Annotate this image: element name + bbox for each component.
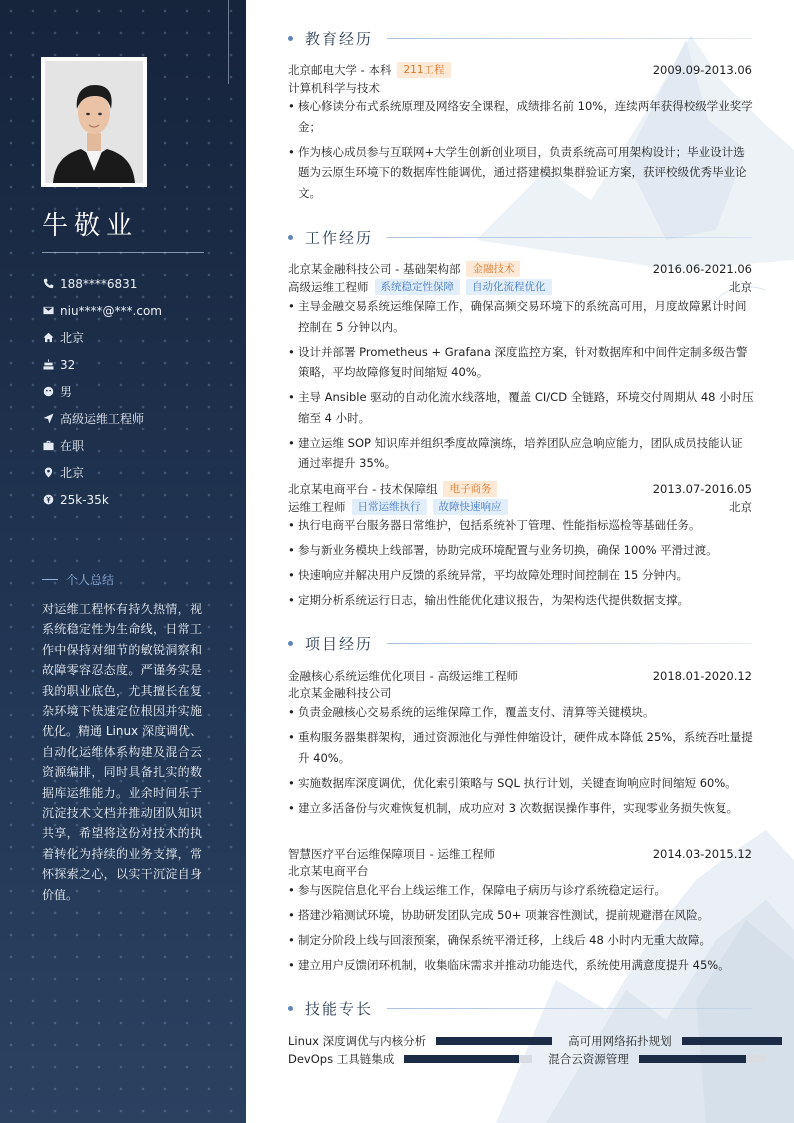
briefcase-icon bbox=[42, 440, 54, 452]
list-item: • 核心修读分布式系统原理及网络安全课程，成绩排名前 10%，连续两年获得校级学业奖学金； bbox=[288, 96, 754, 137]
name-divider bbox=[42, 252, 204, 253]
section-rule bbox=[387, 38, 752, 39]
avatar bbox=[41, 57, 147, 187]
skill-tag: 日常运维执行 bbox=[352, 499, 427, 515]
education-header bbox=[288, 61, 752, 78]
salary-icon bbox=[42, 494, 54, 506]
section-label: 教育经历 bbox=[305, 30, 374, 48]
email-text: niu****@***.com bbox=[60, 303, 162, 318]
home-icon bbox=[42, 332, 54, 344]
job-role: 运维工程师 bbox=[288, 499, 346, 514]
section-label: 技能专长 bbox=[305, 1000, 374, 1018]
skill-tag: 故障快速响应 bbox=[433, 499, 508, 515]
list-item: • 主导金融交易系统运维保障工作，确保高频交易环境下的系统高可用，月度故障累计时间控制在 5 分钟以内。 bbox=[288, 296, 754, 337]
info-phone bbox=[42, 270, 232, 297]
info-salary bbox=[42, 486, 232, 513]
home-text: 北京 bbox=[60, 331, 85, 345]
project-bullets bbox=[288, 880, 754, 980]
status-text: 在职 bbox=[60, 439, 85, 453]
location-pin-icon bbox=[42, 467, 54, 479]
education-period: 2009.09-2013.06 bbox=[652, 62, 752, 77]
job-role-row bbox=[288, 498, 752, 515]
school-tag: 211工程 bbox=[397, 62, 450, 78]
work-section-title bbox=[288, 227, 752, 248]
list-item: • 制定分阶段上线与回滚预案，确保系统平滑迁移，上线后 48 小时内无重大故障。 bbox=[288, 930, 754, 951]
list-item: • 建立运维 SOP 知识库并组织季度故障演练，培养团队应急响应能力，团队成员技能认证通过率提升 35%。 bbox=[288, 433, 754, 474]
age-text: 32 bbox=[60, 357, 76, 372]
skill-item bbox=[288, 1051, 532, 1067]
position-text: 高级运维工程师 bbox=[60, 412, 145, 426]
skill-name: DevOps 工具链集成 bbox=[288, 1052, 395, 1066]
cake-icon bbox=[42, 359, 54, 371]
list-item: • 定期分析系统运行日志，输出性能优化建议报告，为架构迭代提供数据支撑。 bbox=[288, 590, 754, 611]
skill-name: 混合云资源管理 bbox=[548, 1052, 629, 1066]
skills-section-title bbox=[288, 998, 752, 1019]
job-header bbox=[288, 260, 752, 277]
job-role: 高级运维工程师 bbox=[288, 279, 369, 294]
industry-tag: 金融技术 bbox=[466, 261, 520, 277]
skill-item bbox=[548, 1051, 765, 1067]
decorative-line bbox=[228, 0, 229, 84]
industry-tag: 电子商务 bbox=[443, 481, 497, 497]
skill-bar bbox=[639, 1055, 765, 1063]
salary-text: 25k-35k bbox=[60, 492, 109, 507]
job-bullets bbox=[288, 515, 754, 615]
skills-list bbox=[288, 1032, 788, 1068]
info-email bbox=[42, 297, 232, 324]
skill-bar-fill bbox=[404, 1055, 519, 1063]
info-gender bbox=[42, 378, 232, 405]
summary-heading-text: 个人总结 bbox=[66, 573, 115, 587]
skill-tag: 自动化流程优化 bbox=[466, 279, 552, 295]
skill-bar bbox=[436, 1037, 552, 1045]
list-item: • 设计并部署 Prometheus + Grafana 深度监控方案，针对数据库和中间件定制多级告警策略，平均故障修复时间缩短 40%。 bbox=[288, 342, 754, 383]
job-header bbox=[288, 480, 752, 497]
summary-heading bbox=[42, 571, 114, 588]
skill-row bbox=[288, 1050, 788, 1068]
education-major: 计算机科学与技术 bbox=[288, 81, 380, 95]
project-org: 北京某金融科技公司 bbox=[288, 686, 392, 700]
candidate-name: 牛敬业 bbox=[42, 211, 139, 241]
sidebar bbox=[0, 0, 246, 1123]
project-bullets bbox=[288, 702, 754, 823]
skill-bar-fill bbox=[682, 1037, 782, 1045]
portrait-photo bbox=[45, 61, 143, 183]
job-period: 2016.06-2021.06 bbox=[652, 261, 752, 276]
info-status bbox=[42, 432, 232, 459]
project-org: 北京某电商平台 bbox=[288, 864, 369, 878]
gender-text: 男 bbox=[60, 385, 73, 399]
info-position bbox=[42, 405, 232, 432]
project-name: 智慧医疗平台运维保障项目 - 运维工程师 bbox=[288, 846, 495, 861]
email-icon bbox=[42, 305, 54, 317]
info-location bbox=[42, 459, 232, 486]
skill-row bbox=[288, 1032, 788, 1050]
list-item: • 建立用户反馈闭环机制，收集临床需求并推动功能迭代，系统使用满意度提升 45%。 bbox=[288, 955, 754, 976]
section-dot bbox=[288, 1006, 293, 1011]
list-item: • 执行电商平台服务器日常维护，包括系统补丁管理、性能指标巡检等基础任务。 bbox=[288, 515, 754, 536]
send-icon bbox=[42, 413, 54, 425]
section-dot bbox=[288, 36, 293, 41]
list-item: • 快速响应并解决用户反馈的系统异常，平均故障处理时间控制在 15 分钟内。 bbox=[288, 565, 754, 586]
skill-bar bbox=[682, 1037, 782, 1045]
job-period: 2013.07-2016.05 bbox=[652, 481, 752, 496]
skill-tag: 系统稳定性保障 bbox=[375, 279, 461, 295]
phone-text: 188****6831 bbox=[60, 276, 138, 291]
list-item: • 重构服务器集群架构，通过资源池化与弹性伸缩设计，硬件成本降低 25%，系统吞吐量提升 40%。 bbox=[288, 727, 754, 768]
list-item: • 实施数据库深度调优，优化索引策略与 SQL 执行计划，关键查询响应时间缩短 60%。 bbox=[288, 773, 754, 794]
location-text: 北京 bbox=[60, 466, 85, 480]
summary-heading-dash bbox=[42, 579, 58, 580]
skill-item bbox=[288, 1033, 552, 1049]
job-bullets bbox=[288, 296, 754, 478]
section-dot bbox=[288, 641, 293, 646]
section-rule bbox=[387, 1008, 752, 1009]
skill-bar-fill bbox=[436, 1037, 552, 1045]
list-item: • 作为核心成员参与互联网+大学生创新创业项目，负责系统高可用架构设计；毕业设计选题为云原生环境下的数据库性能调优，通过搭建模拟集群验证方案，获评校级优秀毕业论文。 bbox=[288, 142, 754, 204]
school-name: 北京邮电大学 - 本科 bbox=[288, 62, 392, 77]
info-age bbox=[42, 351, 232, 378]
summary-text: 对运维工程怀有持久热情，视系统稳定性为生命线，日常工作中保持对细节的敏锐洞察和故障零容忍态度。严谨务实是我的职业底色，尤其擅长在复杂环境下快速定位根因并实施优化。精通 Linux 深度调优、自动化运维体系构建及混合云资源编排，同时具备扎实的数据库运维能力。业余时间乐于沉淀技术文档并推动团队知识共享，希望将这份对技术的执着转化为持续的业务支撑，常怀探索之心，以实干沉淀自身价值。 bbox=[42, 602, 202, 902]
gender-icon bbox=[42, 386, 54, 398]
job-city: 北京 bbox=[729, 279, 752, 294]
education-section-title bbox=[288, 28, 752, 49]
info-home bbox=[42, 324, 232, 351]
project-header bbox=[288, 667, 752, 684]
section-rule bbox=[387, 643, 752, 644]
list-item: • 建立多活备份与灾难恢复机制，成功应对 3 次数据误操作事件，实现零业务损失恢复。 bbox=[288, 798, 754, 819]
section-label: 工作经历 bbox=[305, 229, 374, 247]
section-rule bbox=[387, 237, 752, 238]
list-item: • 主导 Ansible 驱动的自动化流水线落地，覆盖 CI/CD 全链路，环境交付周期从 48 小时压缩至 4 小时。 bbox=[288, 387, 754, 428]
skill-item bbox=[568, 1033, 782, 1049]
skill-bar-fill bbox=[639, 1055, 746, 1063]
job-role-row bbox=[288, 278, 752, 295]
list-item: • 参与新业务模块上线部署，协助完成环境配置与业务切换，确保 100% 平滑过渡。 bbox=[288, 540, 754, 561]
main-content bbox=[246, 0, 794, 1123]
project-name: 金融核心系统运维优化项目 - 高级运维工程师 bbox=[288, 668, 518, 683]
project-period: 2018.01-2020.12 bbox=[652, 668, 752, 683]
projects-section-title bbox=[288, 633, 752, 654]
list-item: • 负责金融核心交易系统的运维保障工作，覆盖支付、清算等关键模块。 bbox=[288, 702, 754, 723]
skill-name: Linux 深度调优与内核分析 bbox=[288, 1034, 427, 1048]
phone-icon bbox=[42, 278, 54, 290]
project-header bbox=[288, 845, 752, 862]
job-city: 北京 bbox=[729, 499, 752, 514]
project-period: 2014.03-2015.12 bbox=[652, 846, 752, 861]
company-name: 北京某金融科技公司 - 基础架构部 bbox=[288, 261, 461, 276]
company-name: 北京某电商平台 - 技术保障组 bbox=[288, 481, 438, 496]
section-label: 项目经历 bbox=[305, 635, 374, 653]
list-item: • 搭建沙箱测试环境，协助研发团队完成 50+ 项兼容性测试，提前规避潜在风险。 bbox=[288, 905, 754, 926]
education-bullets bbox=[288, 96, 754, 208]
section-dot bbox=[288, 235, 293, 240]
contact-info-list bbox=[42, 270, 232, 513]
skill-bar bbox=[404, 1055, 532, 1063]
skill-name: 高可用网络拓扑规划 bbox=[568, 1034, 672, 1048]
list-item: • 参与医院信息化平台上线运维工作，保障电子病历与诊疗系统稳定运行。 bbox=[288, 880, 754, 901]
